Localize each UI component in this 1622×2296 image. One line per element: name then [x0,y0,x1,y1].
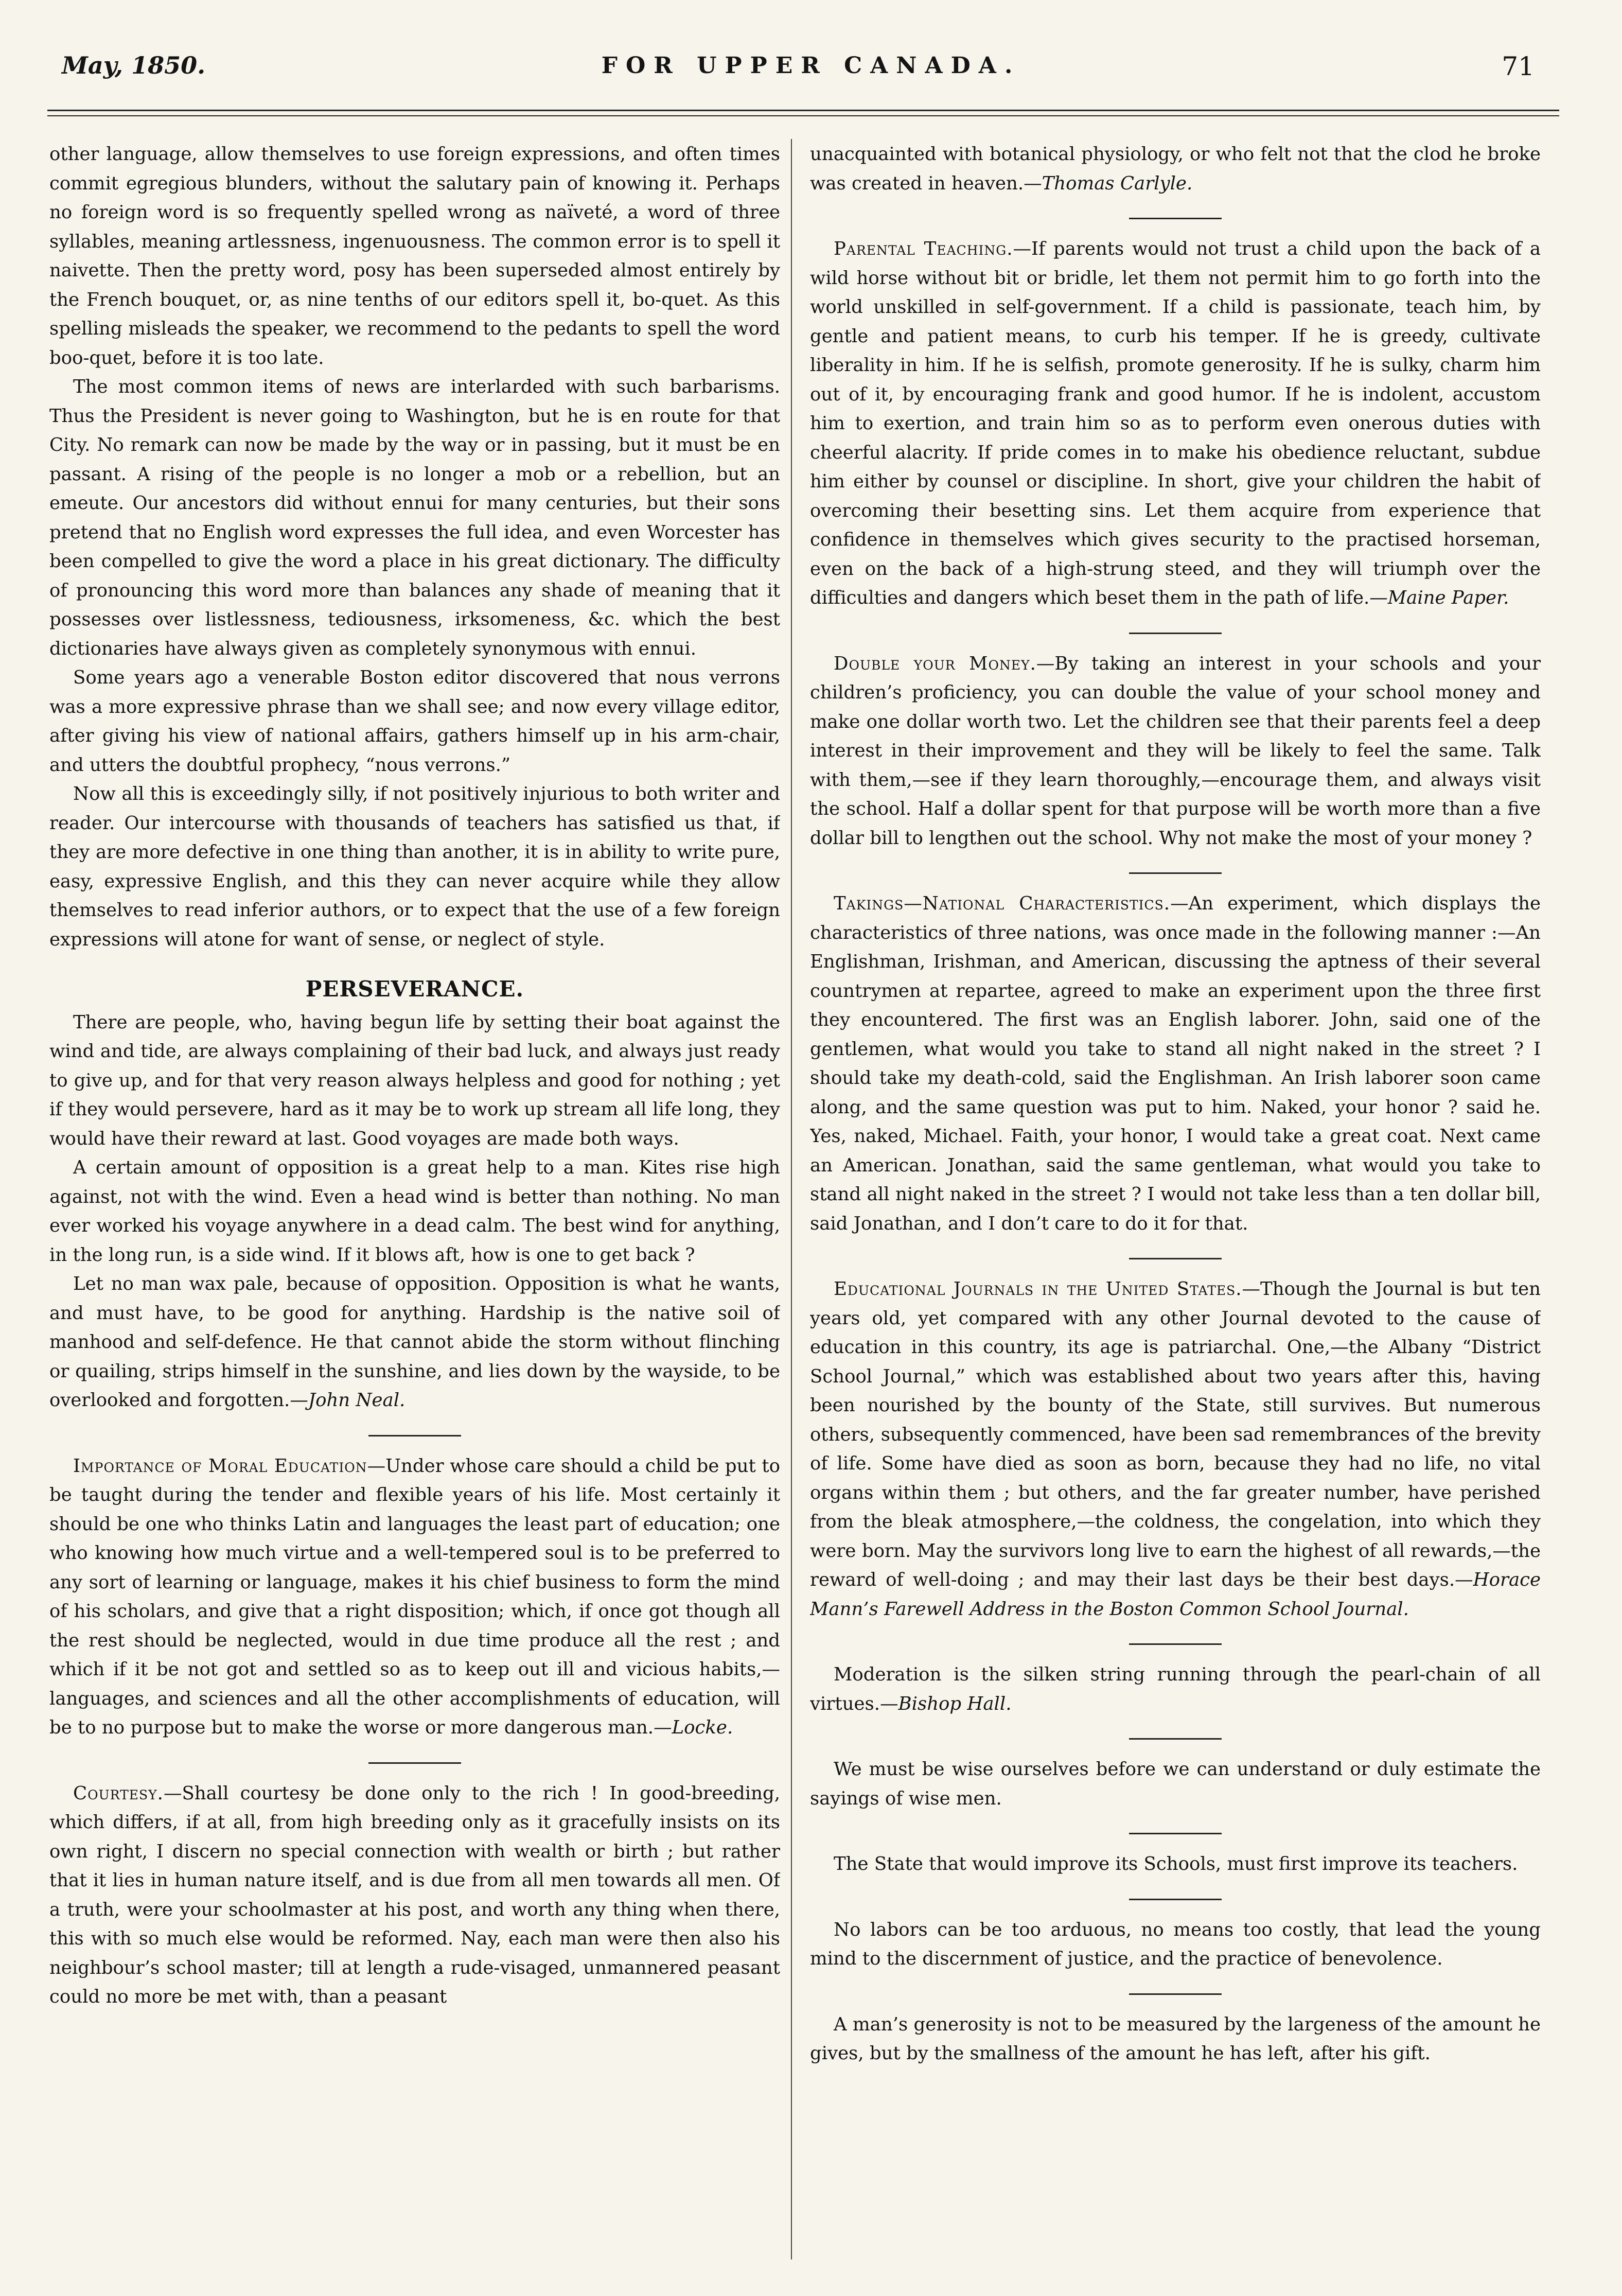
paragraph: Some years ago a venerable Boston editor discovered that nous verrons was a more expressive phrase than we shall see; and now every village editor, after giving his view of national affairs, gathers himself up in his arm-chair, and utters the doubtful prophecy, “nous verrons.” [49,667,780,776]
section-divider [368,1435,461,1436]
maxim-moderation [810,1660,1541,1719]
paragraph: The most common items of news are interlarded with such barbarisms. Thus the President is never going to Washington, but he is en route for that City. No remark can now be made by the way or in passing, but it must be en passant. A rising of the people is no longer a mob or a rebellion, but an emeute. Our ancestors did without ennui for many centuries, but their sons pretend that no English word expresses the full idea, and even Worcester has been compelled to give the word a place in his great dictionary. The difficulty of pronouncing this word more than balances any shade of meaning that it possesses over listlessness, tediousness, irksomeness, &c. which the best dictionaries have always given as completely synonymous with ennui. [49,376,780,659]
article-body: —By taking an interest in your schools and your children’s proficiency, you can double the value of your school money and make one dollar worth two. Let the children see that their parents feel a deep interest in their improvement and they will be likely to feel the same. Talk with them,—see if they learn thoroughly,—encourage them, and always visit the school. Half a dollar spent for that purpose will be worth more than a five dollar bill to lengthen out the school. Why not make the most of your money ? [810,653,1541,849]
section-divider [1129,1643,1222,1645]
section-divider [1129,218,1222,219]
article-national-characteristics [810,889,1541,1238]
attribution: —Horace Mann’s Farewell Address in the Boston Common School Journal. [810,1569,1541,1620]
article-lead: Takings—National Characteristics. [834,893,1171,914]
maxim-labors: No labors can be too arduous, no means too costly, that lead the young mind to the discernment of justice, and the practice of benevolence. [810,1919,1541,1969]
article-double-your-money [810,650,1541,853]
section-divider [1129,1738,1222,1740]
attribution: —Thomas Carlyle. [1024,172,1193,194]
attribution: —John Neal. [290,1390,406,1411]
article-lead: Importance of Moral Education [73,1455,367,1477]
maxim-text: Moderation is the silken string running through the pearl-chain of all virtues. [810,1664,1541,1714]
paragraph: There are people, who, having begun life by setting their boat against the wind and tide, are always complaining of their bad luck, and always just ready to give up, and for that very reason always helpless and good for nothing ; yet if they would persevere, hard as it may be to work up stream all life long, they would have their reward at last. Good voyages are made both ways. [49,1011,780,1149]
article-body: —If parents would not trust a child upon the back of a wild horse without bit or bridle, let them not permit him to go forth into the world unskilled in self-government. If a child is passionate, teach him, by gentle and patient means, to curb his temper. If he is greedy, cultivate liberality in him. If he is selfish, promote generosity. If he is sulky, charm him out of it, by encouraging frank and good humor. If he is indolent, accustom him to exertion, and train him so as to perform even onerous duties with cheerful alacrity. If pride comes in to make his obedience reluctant, subdue him either by counsel or discipline. In short, give your children the habit of overcoming their besetting sins. Let them acquire from experience that confidence in themselves which gives security to the practised horseman, even on the back of a high-strung steed, and they will triumph over the difficulties and dangers which beset them in the path of life. [810,238,1541,608]
section-divider [1129,872,1222,874]
issue-date: May, 1850. [62,51,206,79]
section-divider [1129,633,1222,634]
article-body: —Shall courtesy be done only to the rich ! In good-breeding, which differs, if at all, from high breeding only as it gracefully insists on its own right, I discern no special connection with wealth or birth ; but rather that it lies in human nature itself, and is due from all men towards all men. Of a truth, were your schoolmaster at his post, and worth any thing when there, this with so much else would be reformed. Nay, each man were then also his neighbour’s school master; till at length a rude-visaged, unmannered peasant could no more be met with, than a peasant [49,1782,780,2007]
perseverance-heading: PERSEVERANCE. [305,976,524,1002]
column-divider [791,139,792,2259]
attribution: —Locke. [654,1717,733,1738]
maxim-generosity: A man’s generosity is not to be measured by the largeness of the amount he gives, but by the smallness of the amount he has left, after his gift. [810,2013,1541,2064]
journal-title: FOR UPPER CANADA. [601,52,1021,79]
article-lead: Educational Journals in the United States. [834,1278,1242,1300]
page-number: 71 [1502,51,1535,81]
article-courtesy [49,1779,780,2012]
article-body: —Under whose care should a child be put to be taught during the tender and flexible years of his life. Most certainly it should be one who thinks Latin and languages the least part of education; one who knowing how much virtue and a well-tempered soul is to be preferred to any sort of learning or language, makes it his chief business to form the mind of his scholars, and give that a right disposition; which, if once got though all the rest should be neglected, would in due time produce all the rest ; and which if it be not got and settled so as to keep out ill and vicious habits,—languages, and sciences and all the other accomplishments of education, will be to no purpose but to make the worse or more dangerous man. [49,1455,780,1738]
article-parental-teaching [810,235,1541,613]
article-lead: Courtesy. [73,1782,164,1804]
article-body: —An experiment, which displays the characteristics of three nations, was once made in the following manner :—An Englishman, Irishman, and American, discussing the aptness of their several countrymen at repartee, agreed to make an experiment upon the three first they encountered. The first was an English laborer. John, said one of the gentlemen, what would you take to stand all night naked in the street ? I should take my death-cold, said the Englishman. An Irish laborer soon came along, and the same question was put to him. Naked, your honor ? said he. Yes, naked, Michael. Faith, your honor, I would take a great coat. Next came an American. Jonathan, said the same gentleman, what would you take to stand all night naked in the street ? I would not take less than a ten dollar bill, said Jonathan, and I don’t care to do it for that. [810,893,1541,1234]
section-divider [1129,1993,1222,1995]
paragraph: other language, allow themselves to use foreign expressions, and often times commit egregious blunders, without the salutary pain of knowing it. Perhaps no foreign word is so frequently spelled wrong as naïveté, a word of three syllables, meaning artlessness, ingenuousness. The common error is to spell it naivette. Then the pretty word, posy has been superseded almost entirely by the French bouquet, or, as nine tenths of our editors spell it, bo-quet. As this spelling misleads the speaker, we recommend to the pedants to spell the word boo-quet, before it is too late. [49,144,780,369]
paragraph [49,1270,780,1415]
attribution: —Bishop Hall. [880,1693,1012,1714]
paragraph-text: Let no man wax pale, because of opposition. Opposition is what he wants, and must have, to be good for anything. Hardship is the native soil of manhood and self-defence. He that cannot abide the storm without flinching or quailing, strips himself in the sunshine, and lies down by the wayside, to be overlooked and forgotten. [49,1273,780,1411]
article-lead: Parental Teaching. [834,238,1013,259]
article-moral-education [49,1452,780,1743]
article-lead: Double your Money. [834,653,1036,674]
section-divider [368,1762,461,1764]
attribution: —Maine Paper. [1369,587,1509,608]
paragraph-text: unacquainted with botanical physiology, or who felt not that the clod he broke was created in heaven. [810,144,1541,194]
section-divider [1129,1258,1222,1259]
running-head [0,51,1622,98]
maxim-wise: We must be wise ourselves before we can understand or duly estimate the sayings of wise men. [810,1759,1541,1809]
paragraph: Now all this is exceedingly silly, if not positively injurious to both writer and reader. Our intercourse with thousands of teachers has satisfied us that, if they are more defective in one thing than another, it is in ability to write pure, easy, expressive English, and this they can never acquire while they allow themselves to read inferior authors, or to expect that the use of a few foreign expressions will atone for want of sense, or neglect of style. [49,783,780,950]
section-divider [1129,1833,1222,1834]
paragraph: A certain amount of opposition is a great help to a man. Kites rise high against, not with the wind. Even a head wind is better than nothing. No man ever worked his voyage anywhere in a dead calm. The best wind for anything, in the long run, is a side wind. If it blows aft, how is one to get back ? [49,1157,780,1266]
right-column [810,140,1541,2266]
section-divider [1129,1899,1222,1900]
article-educational-journals [810,1275,1541,1624]
article-body: —Though the Journal is but ten years old, yet compared with any other Journal devoted to the cause of education in this country, its age is patriarchal. One,—the Albany “District School Journal,” which was established about two years after this, having been nourished by the bounty of the State, still survives. But numerous others, subsequently commenced, have been sad remembrances of the brevity of life. Some have died as soon as born, because they had no life, no vital organs within them ; but others, and the far greater number, have perished from the bleak atmosphere,—the coldness, the congelation, into which they were born. May the survivors long live to earn the highest of all rewards,—the reward of well-doing ; and may their last days be their best days. [810,1278,1541,1590]
paragraph [810,140,1541,198]
header-rule [47,110,1559,116]
left-column [49,140,780,2266]
maxim-state: The State that would improve its Schools, must first improve its teachers. [834,1853,1518,1874]
